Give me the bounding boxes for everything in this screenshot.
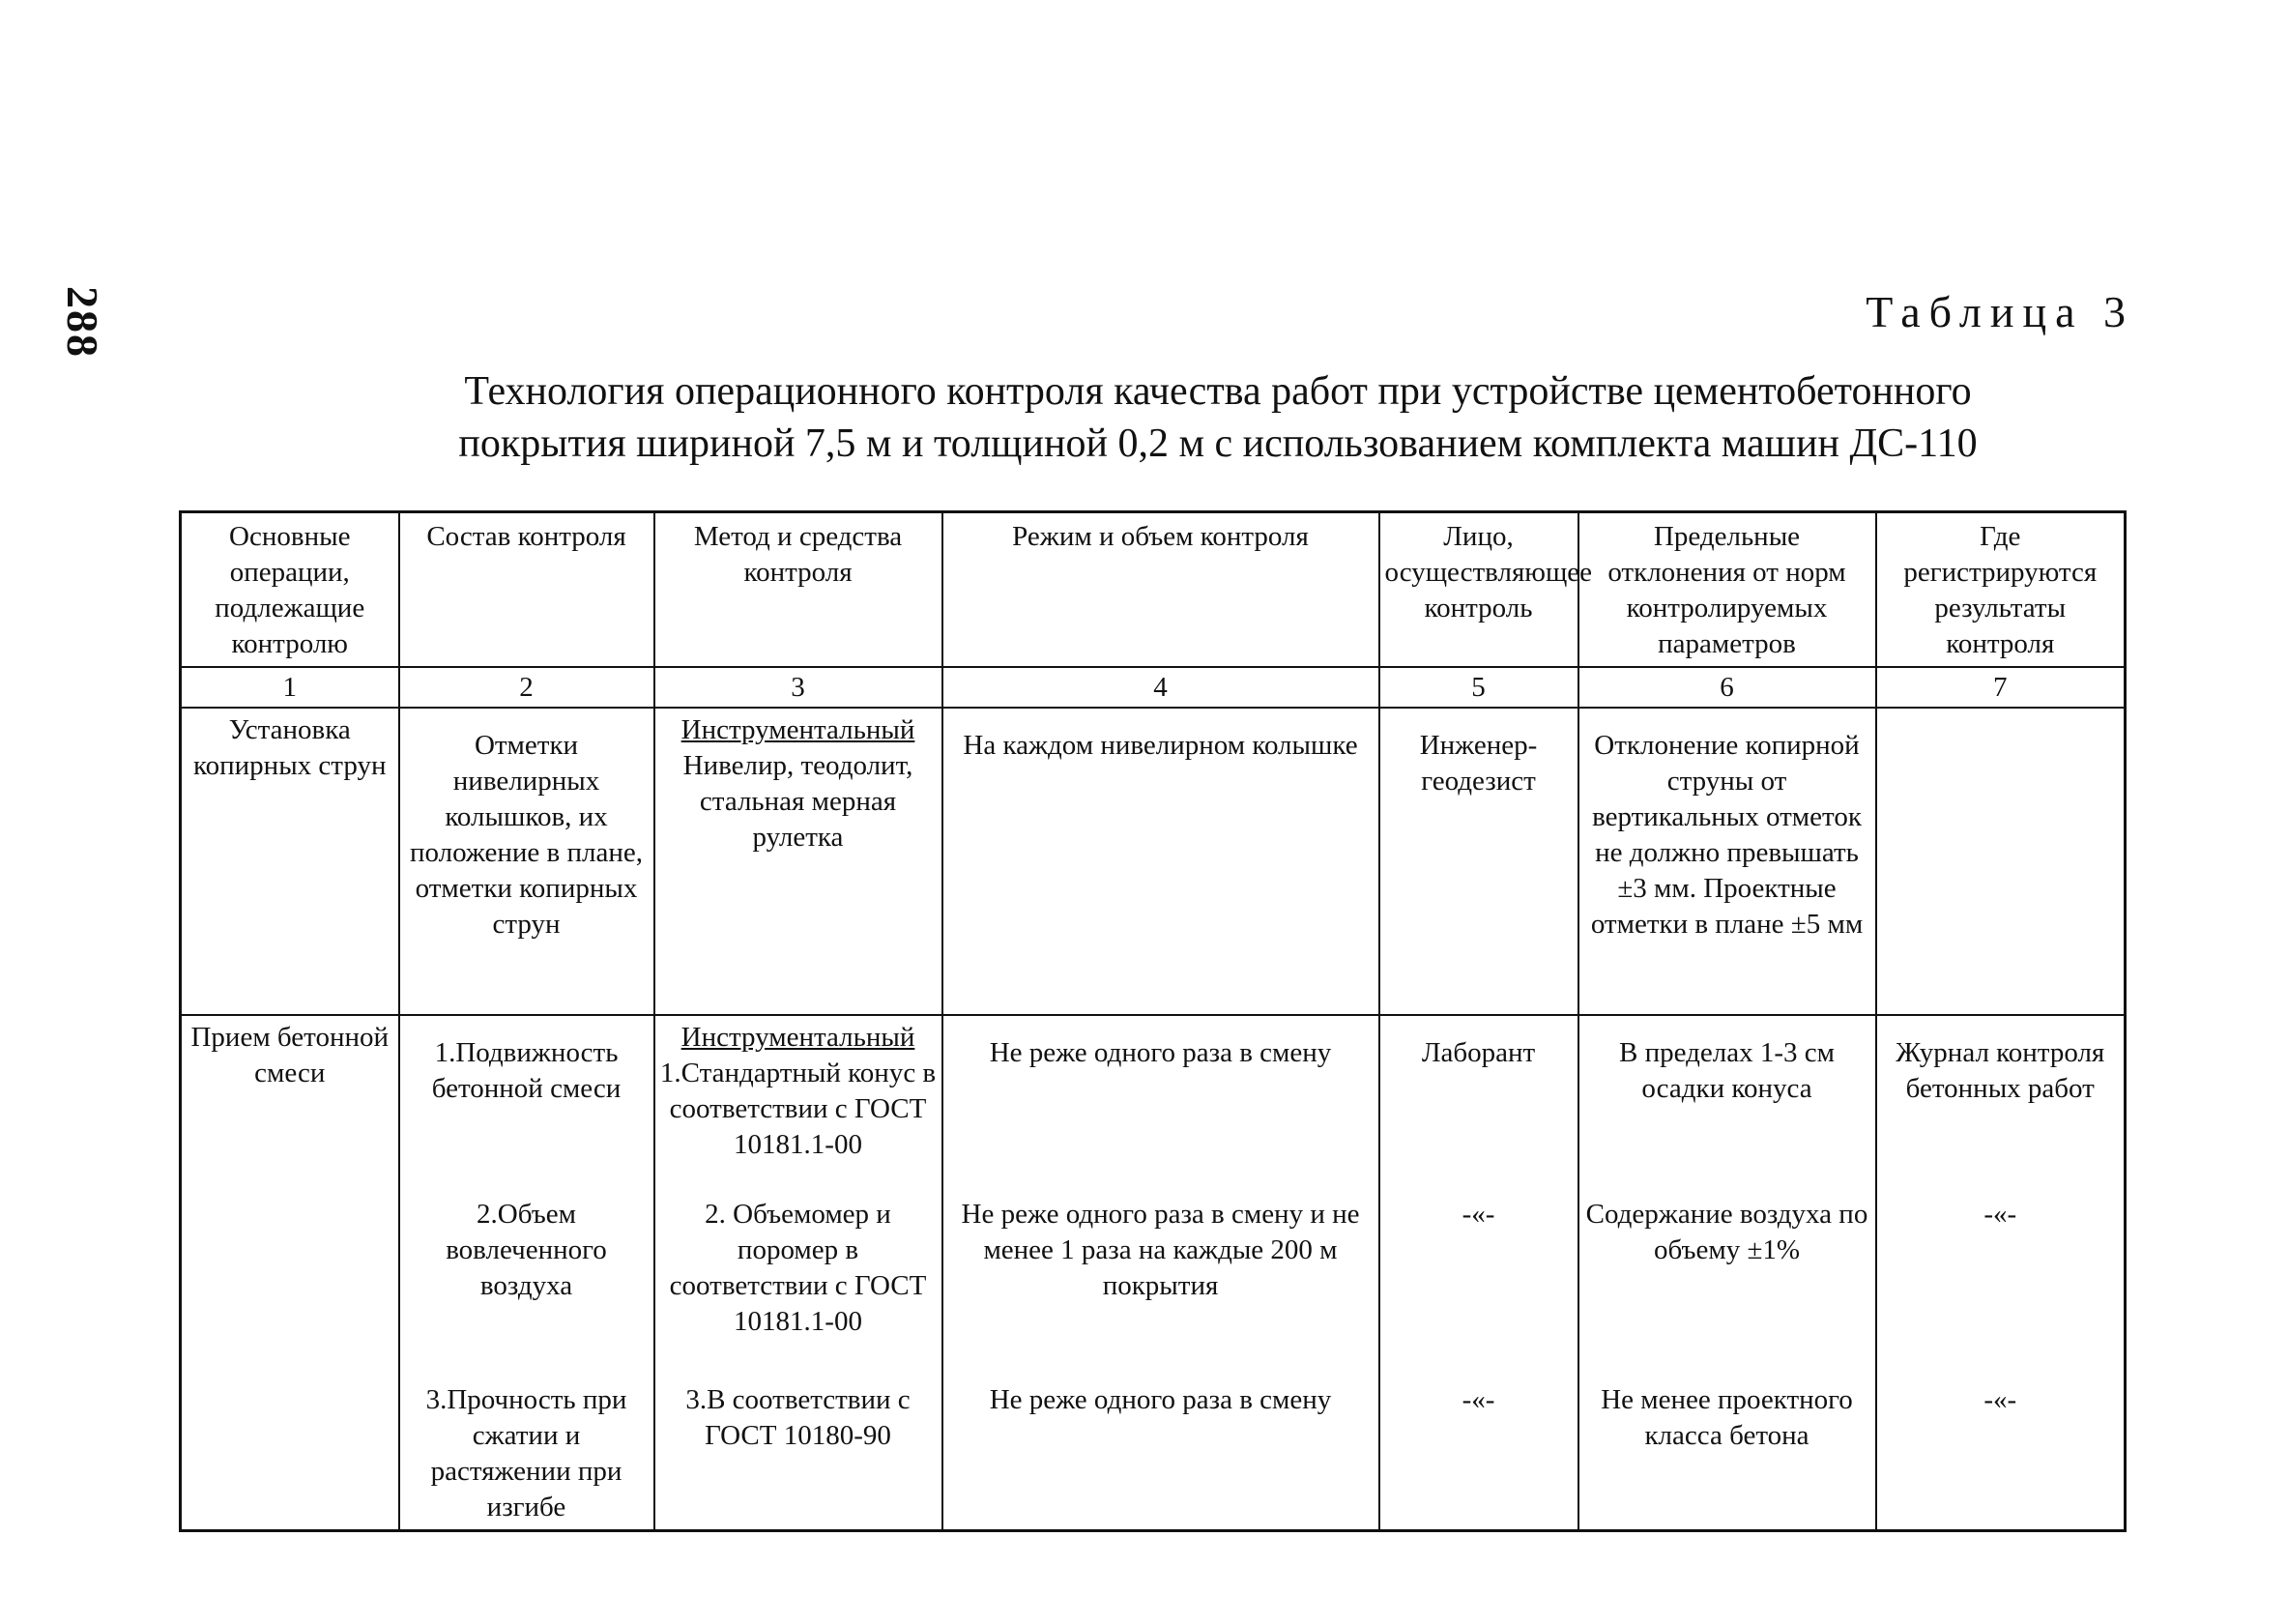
- table-row: [181, 1015, 2126, 1193]
- cell-method: [654, 1015, 942, 1193]
- header-registry: Где регистрируются результаты контроля: [1876, 512, 2126, 668]
- cell-mode: [942, 708, 1379, 1015]
- header-composition: Состав контроля: [399, 512, 654, 668]
- column-number: 6: [1578, 667, 1876, 708]
- table-label: Таблица 3: [1866, 287, 2134, 336]
- method-type: Инструментальный: [680, 1022, 915, 1053]
- header-deviation: Предельные отклонения от норм контролируемых параметров: [1578, 512, 1876, 668]
- column-number: 5: [1379, 667, 1578, 708]
- page-number: 288: [58, 286, 107, 359]
- table-row: [181, 1378, 2126, 1531]
- cell-method: [654, 708, 942, 1015]
- method-text: Нивелир, теодолит, стальная мерная рулетка: [682, 750, 913, 853]
- column-number: 1: [181, 667, 399, 708]
- cell-method: 2. Объемомер и поромер в соответствии с ГОСТ 10181.1-00: [654, 1193, 942, 1378]
- cell-composition: [399, 1015, 654, 1193]
- header-mode: Режим и объем контроля: [942, 512, 1379, 668]
- cell-deviation: Не менее проектного класса бетона: [1578, 1378, 1876, 1531]
- method-text: 1.Стандартный конус в соответствии с ГОСТ 10181.1-00: [659, 1058, 937, 1160]
- cell-composition: [399, 708, 654, 1015]
- mode-text: На каждом нивелирном колышке: [963, 730, 1358, 761]
- cell-operation: [181, 1378, 399, 1531]
- cell-mode: [942, 1015, 1379, 1193]
- cell-registry: -«-: [1876, 1378, 2126, 1531]
- cell-person: [1379, 1015, 1578, 1193]
- cell-deviation: Содержание воздуха по объему ±1%: [1578, 1193, 1876, 1378]
- header-row: [181, 512, 2126, 668]
- cell-deviation: [1578, 708, 1876, 1015]
- column-number: 2: [399, 667, 654, 708]
- cell-registry: [1876, 708, 2126, 1015]
- header-operations: Основные операции, подлежащие контролю: [181, 512, 399, 668]
- title-line: Технология операционного контроля качества работ при устройстве цементобетонного: [464, 369, 1972, 414]
- deviation-text: Отклонение копирной струны от вертикальных отметок не должно превышать ±3 мм. Проектные отметки в плане ±5 мм: [1590, 730, 1864, 940]
- cell-composition: 3.Прочность при сжатии и растяжении при изгибе: [399, 1378, 654, 1531]
- composition-text: Отметки нивелирных колышков, их положение в плане, отметки копирных струн: [409, 730, 644, 940]
- person-text: Лаборант: [1421, 1037, 1536, 1068]
- table-row: [181, 1193, 2126, 1378]
- title-line: покрытия шириной 7,5 м и толщиной 0,2 м с использованием комплекта машин ДС-110: [458, 421, 1978, 466]
- cell-registry: -«-: [1876, 1193, 2126, 1378]
- mode-text: Не реже одного раза в смену: [989, 1037, 1332, 1068]
- header-method: Метод и средства контроля: [654, 512, 942, 668]
- control-table: [179, 510, 2127, 1532]
- column-number: 7: [1876, 667, 2126, 708]
- cell-person: -«-: [1379, 1378, 1578, 1531]
- header-person: Лицо, осуществляющее контроль: [1379, 512, 1578, 668]
- cell-registry: [1876, 1015, 2126, 1193]
- cell-composition: 2.Объем вовлеченного воздуха: [399, 1193, 654, 1378]
- table-title: [290, 365, 2146, 470]
- registry-text: Журнал контроля бетонных работ: [1896, 1037, 2105, 1104]
- column-number: 4: [942, 667, 1379, 708]
- column-number-row: [181, 667, 2126, 708]
- column-number: 3: [654, 667, 942, 708]
- cell-deviation: [1578, 1015, 1876, 1193]
- person-text: Инженер-геодезист: [1419, 730, 1538, 797]
- cell-operation: [181, 1193, 399, 1378]
- table-row: [181, 708, 2126, 1015]
- cell-operation: Прием бетонной смеси: [181, 1015, 399, 1193]
- cell-method: 3.В соответствии с ГОСТ 10180-90: [654, 1378, 942, 1531]
- method-type: Инструментальный: [680, 714, 915, 745]
- cell-operation: Установка копирных струн: [181, 708, 399, 1015]
- deviation-text: В пределах 1-3 см осадки конуса: [1619, 1037, 1835, 1104]
- cell-person: [1379, 708, 1578, 1015]
- cell-mode: Не реже одного раза в смену: [942, 1378, 1379, 1531]
- cell-mode: Не реже одного раза в смену и не менее 1 раза на каждые 200 м покрытия: [942, 1193, 1379, 1378]
- cell-person: -«-: [1379, 1193, 1578, 1378]
- composition-text: 1.Подвижность бетонной смеси: [431, 1037, 622, 1104]
